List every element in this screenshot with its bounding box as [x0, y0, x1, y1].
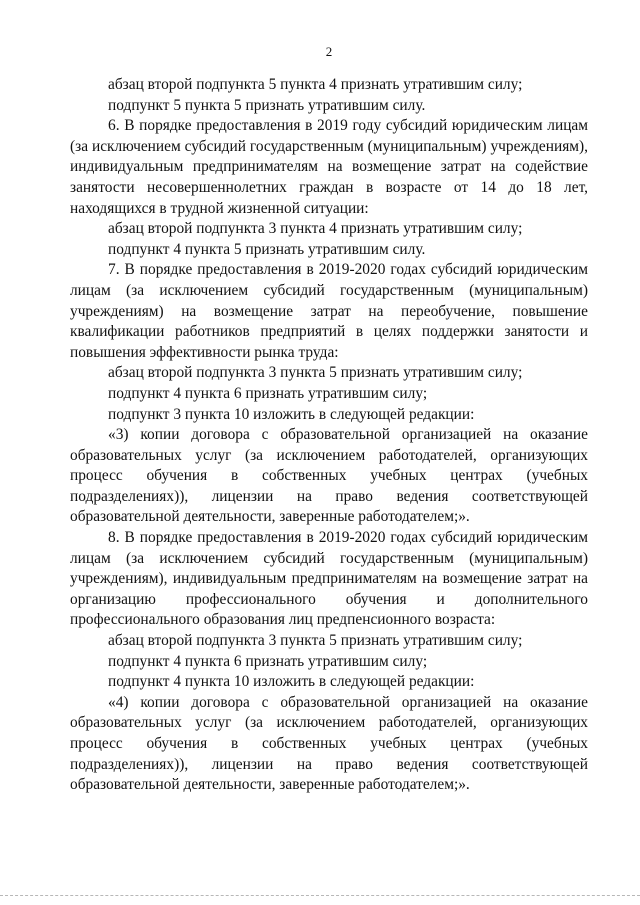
paragraph-4: абзац второй подпункта 3 пункта 4 признать утратившим силу; [108, 220, 523, 238]
paragraph-14: подпункт 4 пункта 10 изложить в следующей редакции: [108, 673, 475, 691]
paragraph-5: подпункт 4 пункта 5 признать утратившим силу. [108, 240, 426, 258]
paragraph-8: подпункт 4 пункта 6 признать утратившим силу; [108, 384, 428, 402]
paragraph-6: 7. В порядке предоставления в 2019-2020 годах субсидий юридическим лицам (за исключением субсидий государственным (муниципальным) учреждениям) на возмещение затрат на переобучение, повышение квалификации работников предприятий в целях поддержки занятости и повышения эффективности рынка труда: [70, 261, 588, 361]
scan-edge-line [0, 895, 640, 899]
paragraph-15: «4) копии договора с образовательной организацией на оказание образовательных услуг (за исключением работодателей, организующих процесс обучения в собственных учебных центрах (учебных подразделениях)), лицензии на право ведения соответствующей образовательной деятельности, заверенные работодателем;». [70, 693, 588, 794]
page-number: 2 [325, 44, 333, 59]
paragraph-7: абзац второй подпункта 3 пункта 5 признать утратившим силу; [108, 364, 523, 382]
document-body [70, 75, 588, 796]
paragraph-1: абзац второй подпункта 5 пункта 4 признать утратившим силу; [108, 76, 523, 93]
paragraph-3: 6. В порядке предоставления в 2019 году субсидий юридическим лицам (за исключением субсидий государственным (муниципальным) учреждениям), индивидуальным предпринимателям на возмещение затрат на содействие занятости несовершеннолетних граждан в возрасте от 14 до 18 лет, находящихся в трудной жизненной ситуации: [70, 117, 588, 217]
paragraph-13: подпункт 4 пункта 6 признать утратившим силу; [108, 652, 428, 670]
paragraph-9: подпункт 3 пункта 10 изложить в следующей редакции: [108, 405, 475, 423]
paragraph-10: «3) копии договора с образовательной организацией на оказание образовательных услуг (за исключением работодателей, организующих процесс обучения в собственных учебных центрах (учебных подразделениях)), лицензии на право ведения соответствующей образовательной деятельности, заверенные работодателем;». [70, 426, 588, 526]
paragraph-12: абзац второй подпункта 3 пункта 5 признать утратившим силу; [108, 632, 523, 650]
paragraph-2: подпункт 5 пункта 5 признать утратившим силу. [108, 96, 426, 114]
paragraph-11: 8. В порядке предоставления в 2019-2020 годах субсидий юридическим лицам (за исключением субсидий государственным (муниципальным) учреждениям), индивидуальным предпринимателям на возмещение затрат на организацию профессионального обучения и дополнительного профессионального образования лиц предпенсионного возраста: [70, 529, 588, 629]
